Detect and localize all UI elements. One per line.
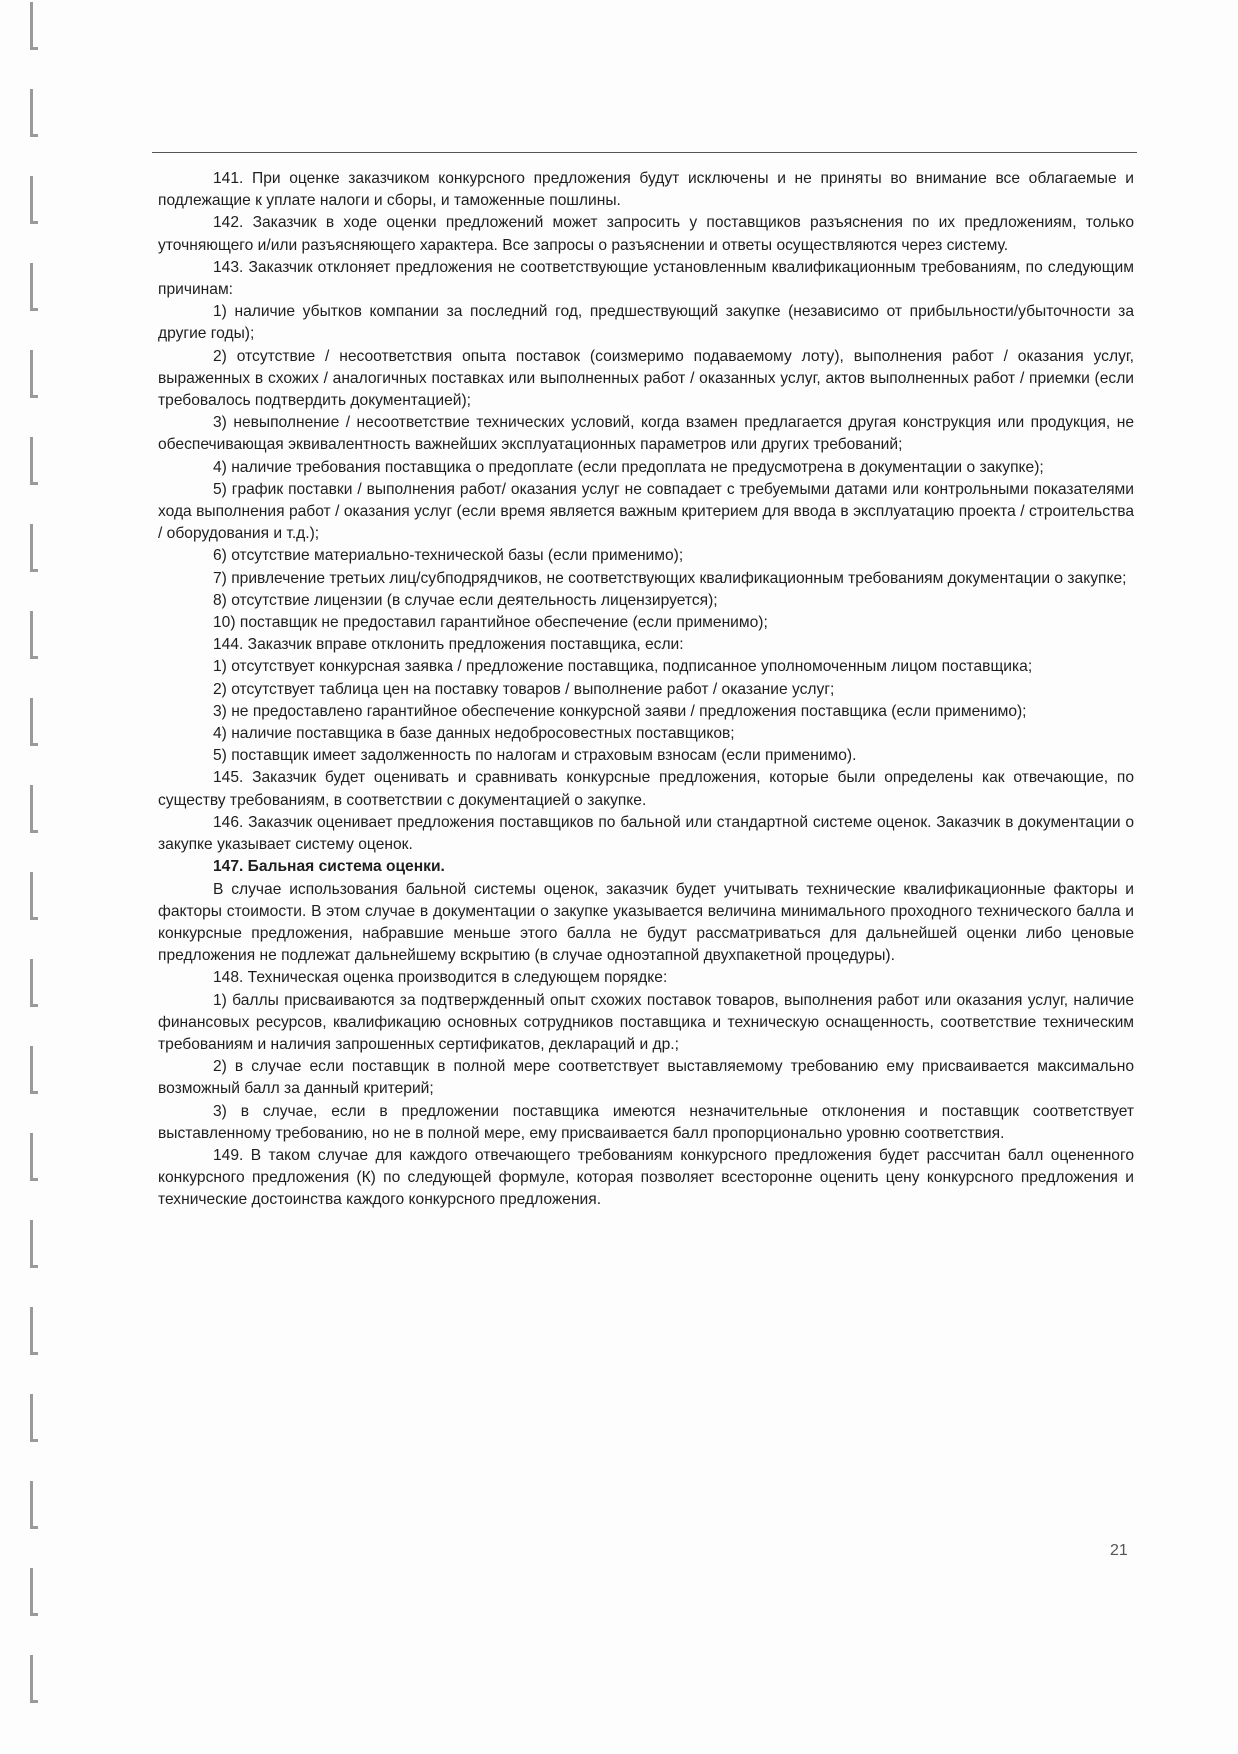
- binding-mark: [30, 1220, 38, 1268]
- paragraph: 142. Заказчик в ходе оценки предложений может запросить у поставщиков разъяснения по их предложениям, только уточняющего и/или разъясняющего характера. Все запросы о разъяснении и ответы осуществляются через систему.: [158, 214, 1134, 254]
- paragraph: 7) привлечение третьих лиц/субподрядчиков, не соответствующих квалификационным требованиям документации о закупке;: [213, 569, 1127, 587]
- paragraph: 148. Техническая оценка производится в следующем порядке:: [213, 969, 668, 987]
- paragraph: 3) не предоставлено гарантийное обеспечение конкурсной заяви / предложения поставщика (если применимо);: [213, 702, 1027, 720]
- binding-mark: [30, 1655, 38, 1703]
- paragraph: 1) отсутствует конкурсная заявка / предложение поставщика, подписанное уполномоченным лицом поставщика;: [213, 658, 1033, 676]
- paragraph: 10) поставщик не предоставил гарантийное обеспечение (если применимо);: [213, 614, 768, 632]
- binding-mark: [30, 263, 38, 311]
- paragraph: 4) наличие требования поставщика о предоплате (если предоплата не предусмотрена в документации о закупке);: [213, 458, 1044, 476]
- binding-mark: [30, 1481, 38, 1529]
- document-body: [158, 168, 1134, 1212]
- binding-mark: [30, 1133, 38, 1181]
- binding-mark: [30, 611, 38, 659]
- paragraph: 146. Заказчик оценивает предложения поставщиков по бальной или стандартной системе оценок. Заказчик в документации о закупке указывает систему оценок.: [158, 813, 1134, 854]
- paragraph: 5) поставщик имеет задолженность по налогам и страховым взносам (если применимо).: [213, 747, 857, 765]
- paragraph: 5) график поставки / выполнения работ/ оказания услуг не совпадает с требуемыми датами или контрольными показателями хода выполнения работ / оказания услуг (если время является важным критерием для ввода в эксплуатацию проекта / строительства / оборудования и т.д.);: [158, 480, 1134, 543]
- binding-margin: [26, 0, 38, 1754]
- section-heading: 147. Бальная система оценки.: [213, 858, 445, 876]
- paragraph: 4) наличие поставщика в базе данных недобросовестных поставщиков;: [213, 725, 735, 743]
- paragraph: 8) отсутствие лицензии (в случае если деятельность лицензируется);: [213, 591, 718, 609]
- header-rule: [152, 152, 1137, 153]
- binding-mark: [30, 959, 38, 1007]
- paragraph: 6) отсутствие материально-технической базы (если применимо);: [213, 547, 684, 565]
- paragraph: 2) отсутствие / несоответствия опыта поставок (соизмеримо подаваемому лоту), выполнения работ / оказания услуг, выраженных в схожих / аналогичных поставках или выполненных работ / оказанных услуг, актов выполненных работ / приемки (если требовалось подтвердить документацией);: [158, 347, 1134, 410]
- paragraph: 2) в случае если поставщик в полной мере соответствует выставляемому требованию ему присваивается максимально возможный балл за данный критерий;: [158, 1058, 1134, 1098]
- paragraph: 145. Заказчик будет оценивать и сравнивать конкурсные предложения, которые были определены как отвечающие, по существу требованиям, в соответствии с документацией о закупке.: [158, 769, 1134, 809]
- binding-mark: [30, 698, 38, 746]
- binding-mark: [30, 2, 38, 50]
- paragraph: 2) отсутствует таблица цен на поставку товаров / выполнение работ / оказание услуг;: [213, 680, 835, 698]
- paragraph: 1) баллы присваиваются за подтвержденный опыт схожих поставок товаров, выполнения работ или оказания услуг, наличие финансовых ресурсов, квалификацию основных сотрудников поставщика и техническую оснащенность, соответствие техническим требованиям и наличия запрошенных сертификатов, деклараций и др.;: [158, 991, 1134, 1053]
- binding-mark: [30, 176, 38, 224]
- paragraph: 3) в случае, если в предложении поставщика имеются незначительные отклонения и поставщик соответствует выставленному требованию, но не в полной мере, ему присваивается балл пропорционально уровню соответствия.: [158, 1102, 1134, 1142]
- binding-mark: [30, 1394, 38, 1442]
- binding-mark: [30, 1307, 38, 1355]
- binding-mark: [30, 785, 38, 833]
- paragraph: 149. В таком случае для каждого отвечающего требованиям конкурсного предложения будет рассчитан балл оцененного конкурсного предложения (К) по следующей формуле, которая позволяет всесторонне оценить цену конкурсного предложения и технические достоинства каждого конкурсного предложения.: [158, 1146, 1134, 1209]
- paragraph: 144. Заказчик вправе отклонить предложения поставщика, если:: [213, 636, 684, 654]
- paragraph: 1) наличие убытков компании за последний год, предшествующий закупке (независимо от прибыльности/убыточности за другие годы);: [158, 303, 1134, 343]
- binding-mark: [30, 89, 38, 137]
- paragraph: 143. Заказчик отклоняет предложения не соответствующие установленным квалификационным требованиям, по следующим причинам:: [158, 258, 1134, 299]
- binding-mark: [30, 524, 38, 572]
- paragraph: 3) невыполнение / несоответствие технических условий, когда взамен предлагается другая конструкция или продукция, не обеспечивающая эквивалентность важнейших эксплуатационных параметров или других требований;: [158, 414, 1134, 454]
- paragraph: В случае использования бальной системы оценок, заказчик будет учитывать технические квалификационные факторы и факторы стоимости. В этом случае в документации о закупке указывается величина минимального проходного технического балла и конкурсные предложения, набравшие меньше этого балла не будут рассматриваться для дальнейшей оценки либо ценовые предложения не подлежат дальнейшему вскрытию (в случае одноэтапной двухпакетной процедуры).: [158, 880, 1134, 965]
- binding-mark: [30, 437, 38, 485]
- binding-mark: [30, 872, 38, 920]
- binding-mark: [30, 1568, 38, 1616]
- binding-mark: [30, 1046, 38, 1094]
- page-number: 21: [1110, 1542, 1128, 1559]
- binding-mark: [30, 350, 38, 398]
- paragraph: 141. При оценке заказчиком конкурсного предложения будут исключены и не приняты во внимание все облагаемые и подлежащие к уплате налоги и сборы, и таможенные пошлины.: [158, 170, 1134, 210]
